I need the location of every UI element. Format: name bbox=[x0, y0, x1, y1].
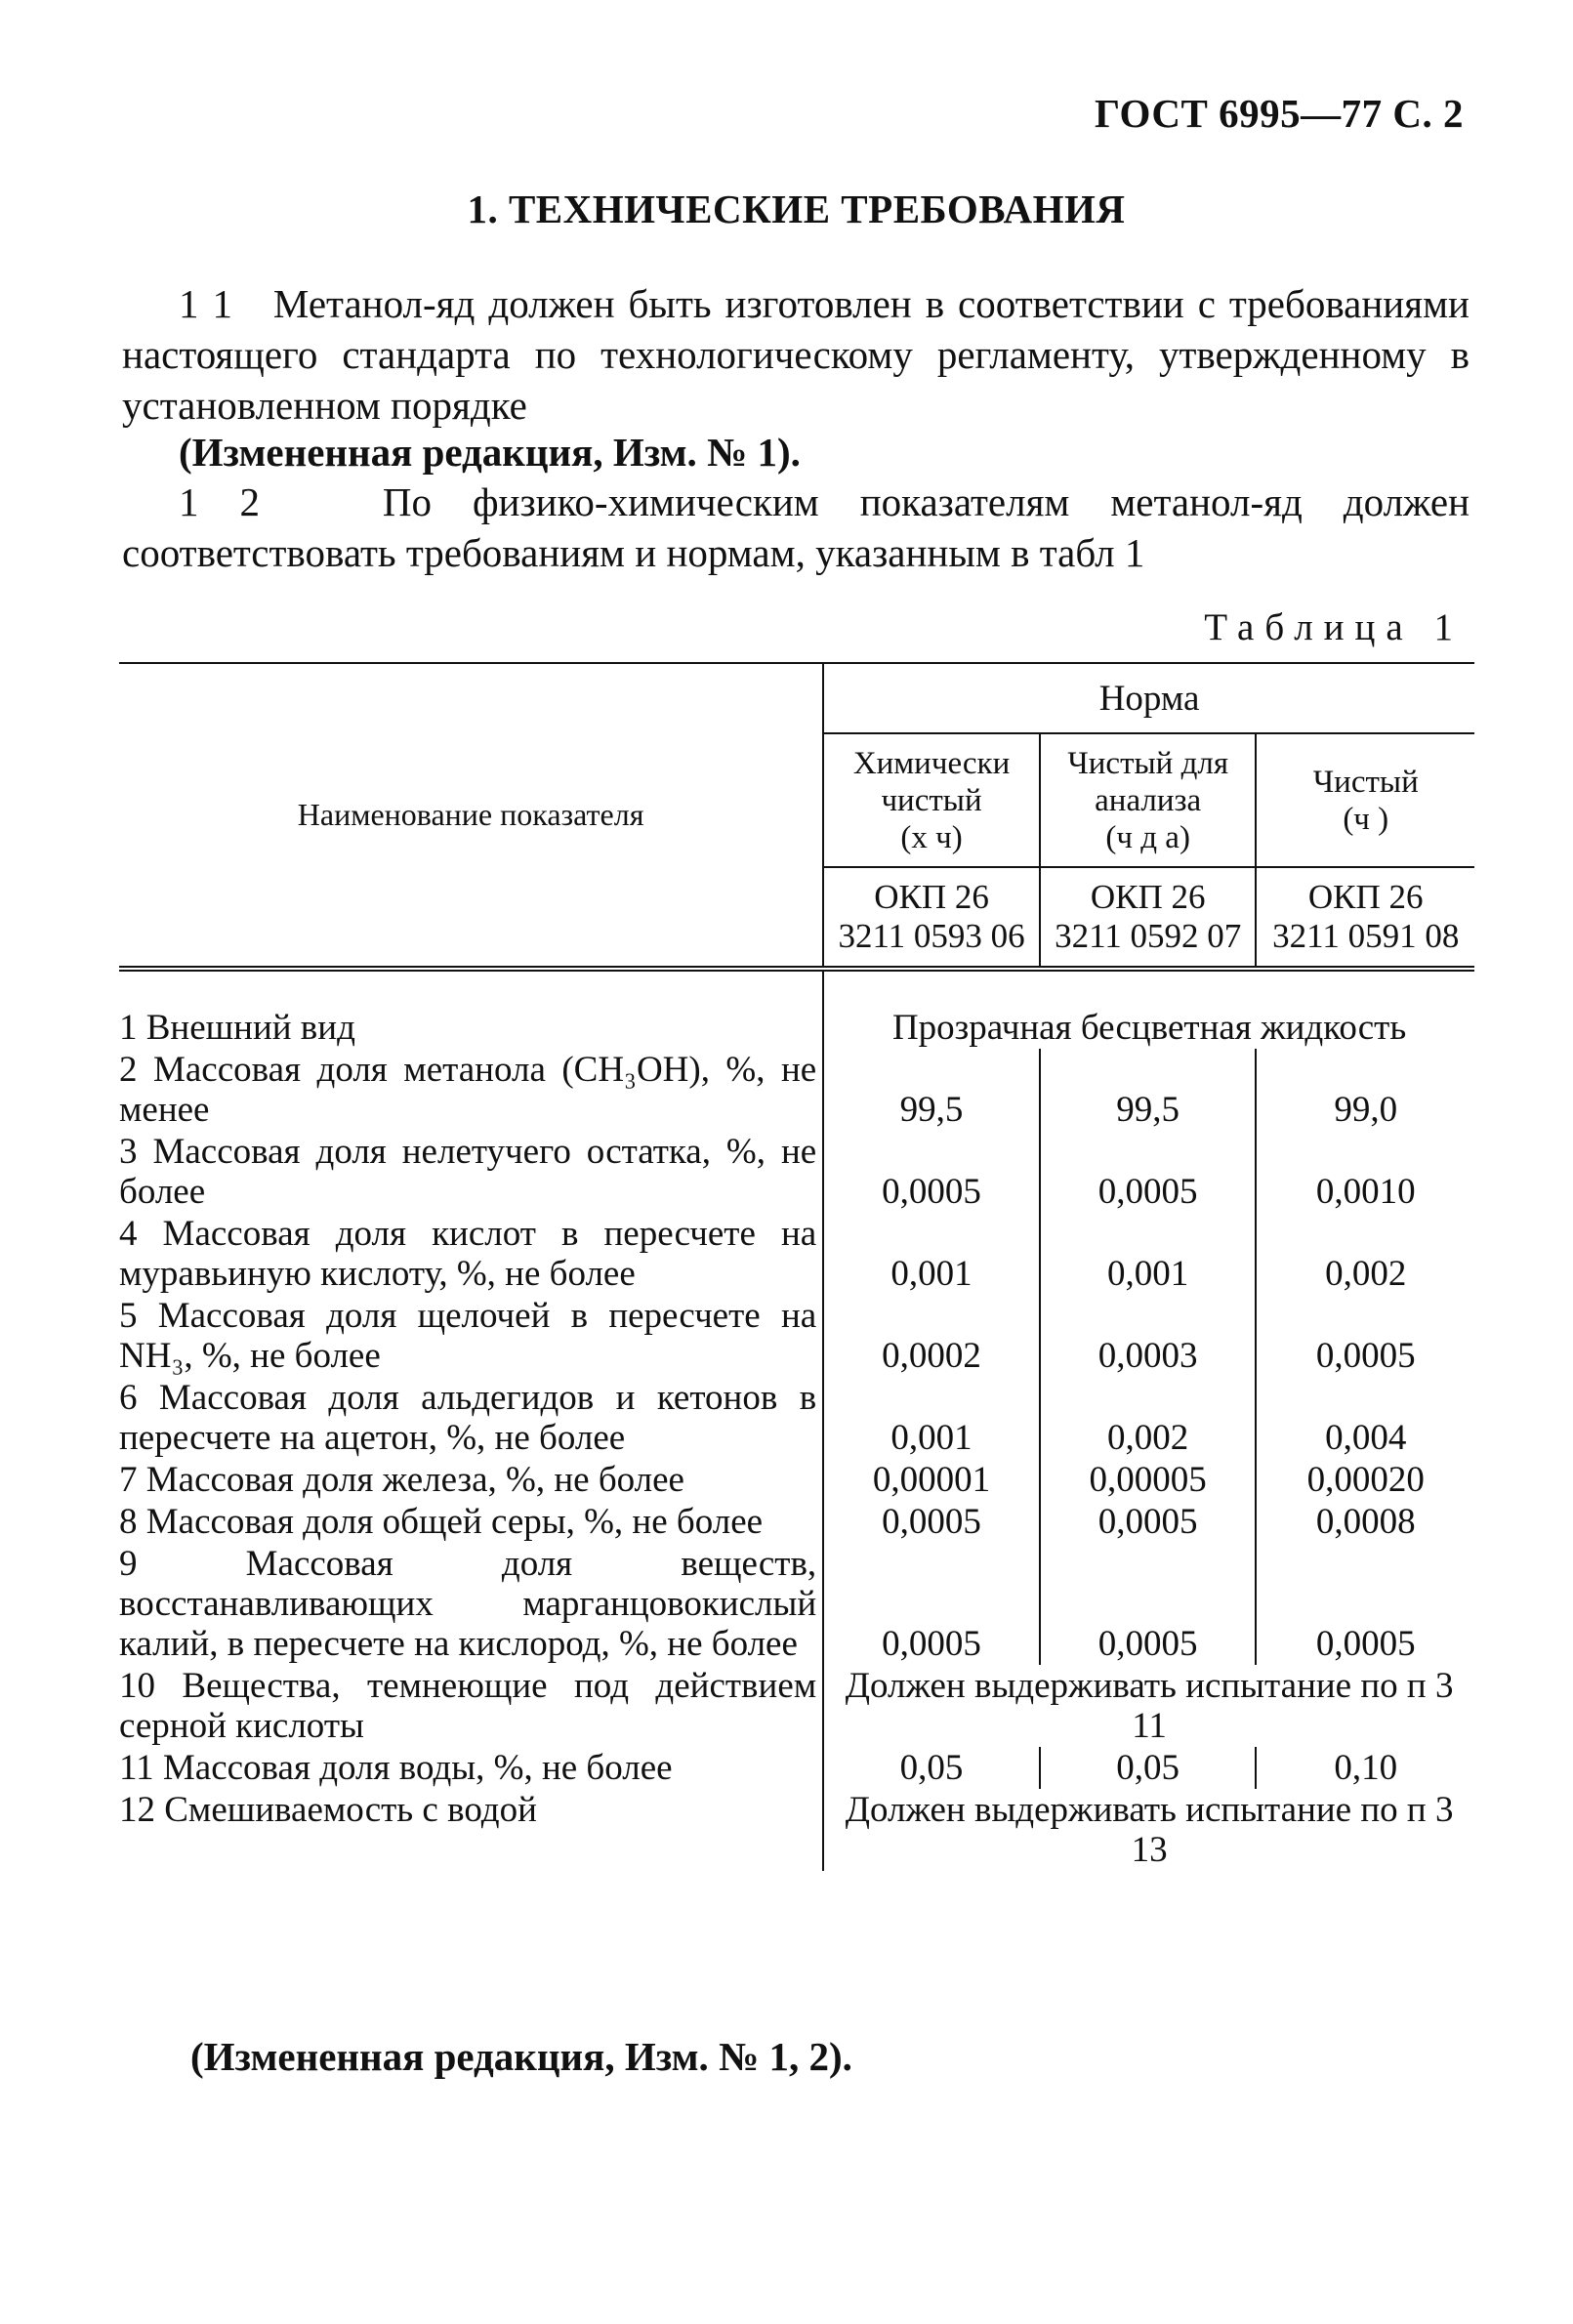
okp-code: ОКП 26 3211 0592 07 bbox=[1040, 867, 1257, 969]
row-name: 12 Смешиваемость с водой bbox=[119, 1789, 823, 1871]
row-value: 0,0005 bbox=[823, 1543, 1040, 1665]
row-value: 0,001 bbox=[1040, 1213, 1257, 1295]
paragraph-number: 1 2 bbox=[179, 479, 260, 524]
row-value: 0,0005 bbox=[823, 1501, 1040, 1543]
paragraph-1-2 bbox=[122, 477, 1470, 578]
table-row bbox=[119, 1049, 1474, 1131]
table-row bbox=[119, 1747, 1474, 1789]
row-value: 0,00020 bbox=[1306, 1460, 1425, 1500]
row-value: 0,0005 bbox=[1040, 1501, 1257, 1543]
paragraph-text: Метанол-яд должен быть изготовлен в соответствии с требованиями настоящего стандарта по технологическому регламенту, утвержденному в установленном порядке bbox=[122, 281, 1470, 428]
row-value: 0,001 bbox=[823, 1377, 1040, 1459]
paragraph-text: По физико-химическим показателям метанол-яд должен соответствовать требованиям и нормам, указанным в табл 1 bbox=[122, 479, 1470, 575]
row-merged-value: Прозрачная бесцветная жидкость bbox=[891, 1008, 1407, 1048]
row-value: 0,05 bbox=[823, 1747, 1040, 1789]
grade-header-pure: Чистый (ч ) bbox=[1256, 733, 1474, 867]
row-name: 4 Массовая доля кислот в пересчете на муравьиную кислоту, %, не более bbox=[119, 1213, 823, 1295]
row-value: 0,0005 bbox=[1315, 1336, 1416, 1376]
row-merged-value: Должен выдерживать испытание по п 3 13 bbox=[845, 1790, 1454, 1870]
row-value: 0,002 bbox=[1040, 1377, 1257, 1459]
row-name: 8 Массовая доля общей серы, %, не более bbox=[119, 1501, 823, 1543]
column-header-name: Наименование показателя bbox=[119, 663, 823, 969]
paragraph-1-1 bbox=[122, 278, 1470, 431]
table-row bbox=[119, 1007, 1474, 1049]
section-title: 1. ТЕХНИЧЕСКИЕ ТРЕБОВАНИЯ bbox=[467, 187, 1126, 231]
row-value: 0,0003 bbox=[1040, 1295, 1257, 1377]
grade-header-analytical: Чистый для анализа (ч д а) bbox=[1040, 733, 1257, 867]
table-row bbox=[119, 1213, 1474, 1295]
row-name: 7 Массовая доля железа, %, не более bbox=[119, 1459, 823, 1501]
row-value: 0,0005 bbox=[1040, 1543, 1257, 1665]
row-value: 0,004 bbox=[1325, 1418, 1407, 1458]
row-name: 11 Массовая доля воды, %, не более bbox=[119, 1747, 823, 1789]
page-header: ГОСТ 6995—77 С. 2 bbox=[1094, 91, 1464, 136]
table-row bbox=[119, 1789, 1474, 1871]
column-header-norm: Норма bbox=[823, 663, 1474, 733]
row-value: 0,002 bbox=[1325, 1254, 1407, 1294]
row-name: 6 Массовая доля альдегидов и кетонов в пересчете на ацетон, %, не более bbox=[119, 1377, 823, 1459]
grade-header-chemically-pure: Химически чистый (х ч) bbox=[823, 733, 1040, 867]
row-name: 1 Внешний вид bbox=[119, 1007, 823, 1049]
row-name: 5 Массовая доля щелочей в пересчете на NH₃, %, не более bbox=[119, 1295, 823, 1377]
row-value: 99,0 bbox=[1334, 1090, 1398, 1130]
table-row bbox=[119, 1543, 1474, 1665]
table-row bbox=[119, 1131, 1474, 1213]
row-value: 0,0008 bbox=[1315, 1502, 1416, 1542]
table-row bbox=[119, 1295, 1474, 1377]
row-value: 99,5 bbox=[1040, 1049, 1257, 1131]
row-value: 0,00005 bbox=[1040, 1459, 1257, 1501]
table-row bbox=[119, 1501, 1474, 1543]
row-name: 3 Массовая доля нелетучего остатка, %, не более bbox=[119, 1131, 823, 1213]
paragraph-number: 1 1 bbox=[179, 281, 232, 326]
amendment-note-footer: (Измененная редакция, Изм. № 1, 2). bbox=[190, 2034, 852, 2079]
row-value: 0,10 bbox=[1334, 1748, 1398, 1788]
row-value: 0,0002 bbox=[823, 1295, 1040, 1377]
okp-code: ОКП 26 3211 0591 08 bbox=[1272, 878, 1460, 955]
norms-table bbox=[119, 662, 1474, 1871]
row-value: 0,05 bbox=[1040, 1747, 1257, 1789]
row-name: 2 Массовая доля метанола (CH₃OH), %, не менее bbox=[119, 1049, 823, 1131]
amendment-note bbox=[122, 427, 1470, 477]
row-value: 0,00001 bbox=[823, 1459, 1040, 1501]
row-name: 9 Массовая доля веществ, восстанавливающих марганцовокислый калий, в пересчете на кислород, %, не более bbox=[119, 1543, 823, 1665]
okp-code: ОКП 26 3211 0593 06 bbox=[823, 867, 1040, 969]
row-value: 0,0010 bbox=[1315, 1172, 1416, 1212]
table-row bbox=[119, 1377, 1474, 1459]
row-value: 0,0005 bbox=[1315, 1624, 1416, 1664]
row-value: 0,0005 bbox=[1040, 1131, 1257, 1213]
table-caption: Таблица 1 bbox=[1204, 606, 1464, 648]
row-name: 10 Вещества, темнеющие под действием серной кислоты bbox=[119, 1665, 823, 1747]
row-merged-value: Должен выдерживать испытание по п 3 11 bbox=[845, 1666, 1454, 1746]
table-row bbox=[119, 1665, 1474, 1747]
table-row bbox=[119, 1459, 1474, 1501]
amendment-note-text: (Измененная редакция, Изм. № 1). bbox=[179, 430, 801, 475]
row-value: 99,5 bbox=[823, 1049, 1040, 1131]
row-value: 0,0005 bbox=[823, 1131, 1040, 1213]
row-value: 0,001 bbox=[823, 1213, 1040, 1295]
